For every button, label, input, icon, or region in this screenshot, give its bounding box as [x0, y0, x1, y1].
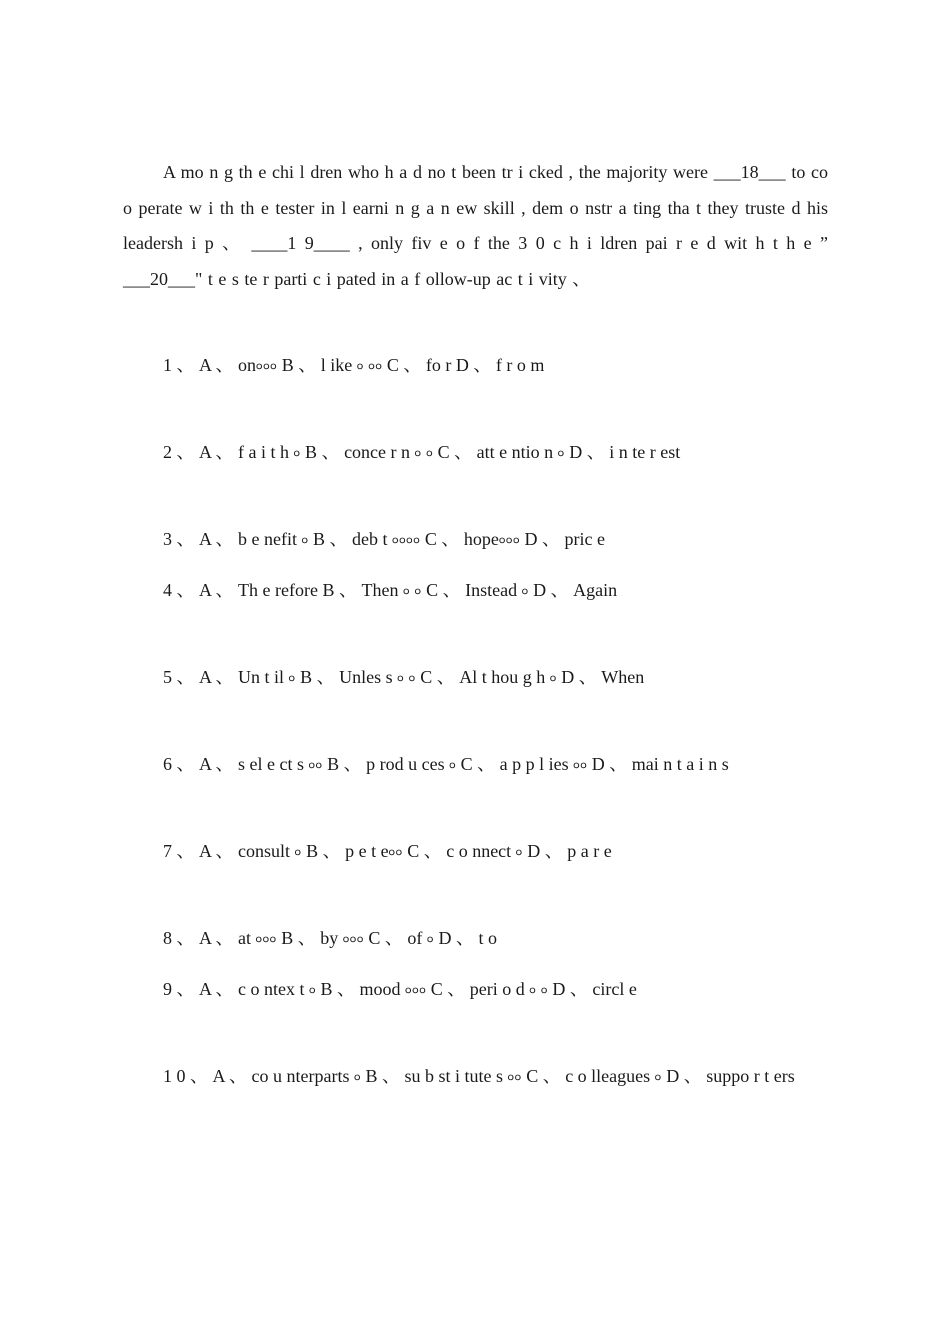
question-3: 3 、 A 、 b e nefit ৹ B 、 deb t ৹৹৹৹ C 、 hope৹৹৹ D 、 pric e	[163, 529, 605, 549]
question-6: 6 、 A 、 s el e ct s ৹৹ B 、 p rod u ces ৹ C 、 a p p l ies ৹৹ D 、 mai n t a i n s	[163, 754, 729, 774]
question-8: 8 、 A 、 at ৹৹৹ B 、 by ৹৹৹ C 、 of ৹ D 、 t o	[163, 928, 497, 948]
question-7: 7 、 A 、 consult ৹ B 、 p e t e৹৹ C 、 c o nnect ৹ D 、 p a r e	[163, 841, 612, 861]
question-10: 1 0 、 A 、 co u nterparts ৹ B 、 su b st i tute s ৹৹ C 、 c o lleagues ৹ D 、 suppo r t ers	[163, 1066, 795, 1086]
passage-paragraph: A mo n g th e chi l dren who h a d no t been tr i cked , the majority were ___18___ to co o perate w i th th e tester in l earni n g a n ew skill , dem o nstr a ting tha t they truste d his leadersh i p 、 ____1 9____ , only fiv e o f the 3 0 c h i ldren pai r e d wit h t h e ” ___20___" t e s te r parti c i pated in a f ollow-up ac t i vity 、	[123, 162, 828, 289]
question-5: 5 、 A 、 Un t il ৹ B 、 Unles s ৹ ৹ C 、 Al t hou g h ৹ D 、 When	[163, 667, 645, 687]
question-4: 4 、 A 、 Th e refore B 、 Then ৹ ৹ C 、 Instead ৹ D 、 Again	[163, 580, 618, 600]
question-2: 2 、 A 、 f a i t h ৹ B 、 conce r n ৹ ৹ C 、 att e ntio n ৹ D 、 i n te r est	[163, 442, 681, 462]
question-9: 9 、 A 、 c o ntex t ৹ B 、 mood ৹৹৹ C 、 peri o d ৹ ৹ D 、 circl e	[163, 979, 637, 999]
question-1: 1 、 A 、 on৹৹৹ B 、 l ike ৹ ৹৹ C 、 fo r D 、 f r o m	[163, 355, 545, 375]
